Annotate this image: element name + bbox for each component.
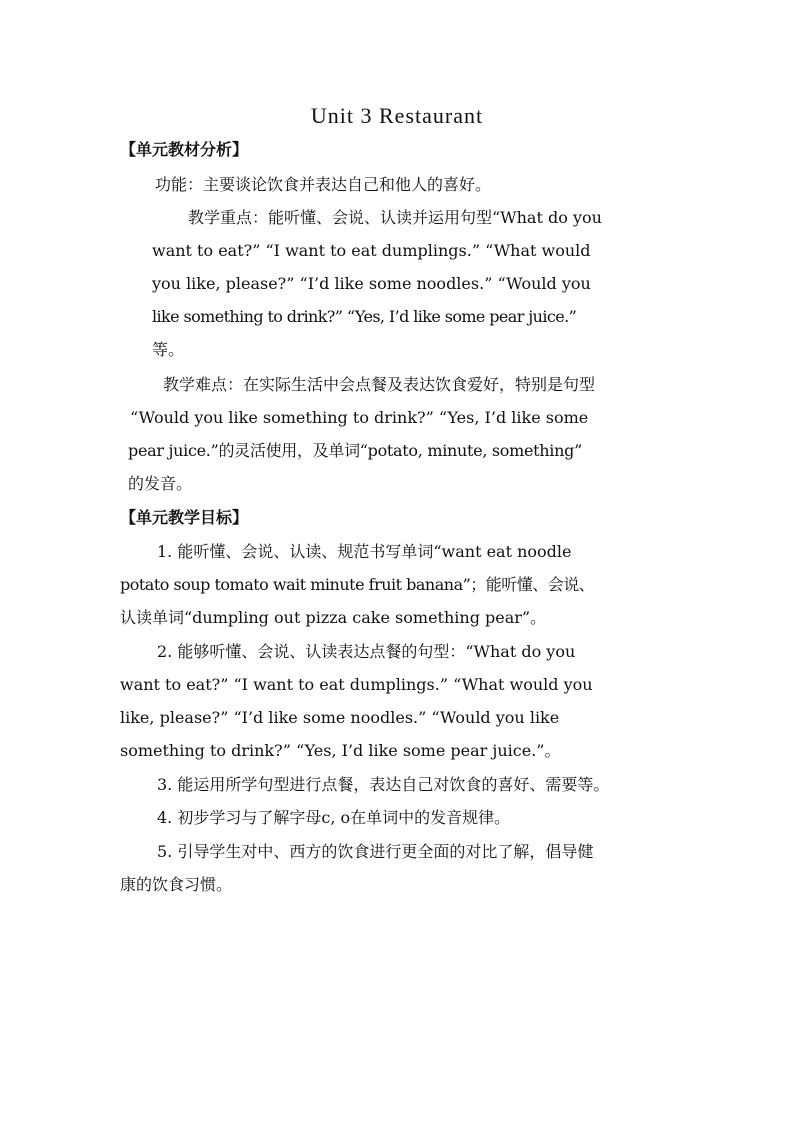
key-points-line-3: you like, please?” “I’d like some noodles.” “Would you xyxy=(152,274,591,293)
goal-line-4: 2. 能够听懂、会说、认读表达点餐的句型：“What do you xyxy=(157,642,576,661)
goal-line-1: 1. 能听懂、会说、认读、规范书写单词“want eat noodle xyxy=(157,542,572,561)
goal-line-9: 4. 初步学习与了解字母c, o在单词中的发音规律。 xyxy=(157,808,511,827)
goal-line-5: want to eat?” “I want to eat dumplings.” “What would you xyxy=(120,675,593,694)
difficulties-line-4: 的发音。 xyxy=(128,474,193,493)
goal-line-10: 5. 引导学生对中、西方的饮食进行更全面的对比了解，倡导健 xyxy=(157,842,594,861)
key-points-line-5: 等。 xyxy=(152,340,185,359)
difficulties-line-2: “Would you like something to drink?” “Yes, I’d like some xyxy=(130,408,589,427)
goal-line-2: potato soup tomato wait minute fruit banana”；能听懂、会说、 xyxy=(120,575,595,594)
goal-line-11: 康的饮食习惯。 xyxy=(120,875,233,894)
section-heading-goals: 【单元教学目标】 xyxy=(120,508,249,527)
difficulties-line-1: 教学难点：在实际生活中会点餐及表达饮食爱好，特别是句型 xyxy=(163,375,596,394)
difficulties-line-3: pear juice.”的灵活使用，及单词“potato, minute, something” xyxy=(128,441,582,460)
key-points-line-2: want to eat?” “I want to eat dumplings.” “What would xyxy=(152,241,591,260)
goal-line-6: like, please?” “I’d like some noodles.” “Would you like xyxy=(120,708,560,727)
function-line: 功能：主要谈论饮食并表达自己和他人的喜好。 xyxy=(155,175,492,194)
key-points-line-4: like something to drink?” “Yes, I’d like some pear juice.” xyxy=(152,307,577,326)
goal-line-3: 认读单词“dumpling out pizza cake something pear”。 xyxy=(120,608,547,627)
key-points-line-1: 教学重点：能听懂、会说、认读并运用句型“What do you xyxy=(188,208,602,227)
goal-line-8: 3. 能运用所学句型进行点餐，表达自己对饮食的喜好、需要等。 xyxy=(157,775,610,794)
goal-line-7: something to drink?” “Yes, I’d like some pear juice.”。 xyxy=(120,741,561,760)
page-title: Unit 3 Restaurant xyxy=(310,103,484,128)
section-heading-analysis: 【单元教材分析】 xyxy=(120,140,249,159)
